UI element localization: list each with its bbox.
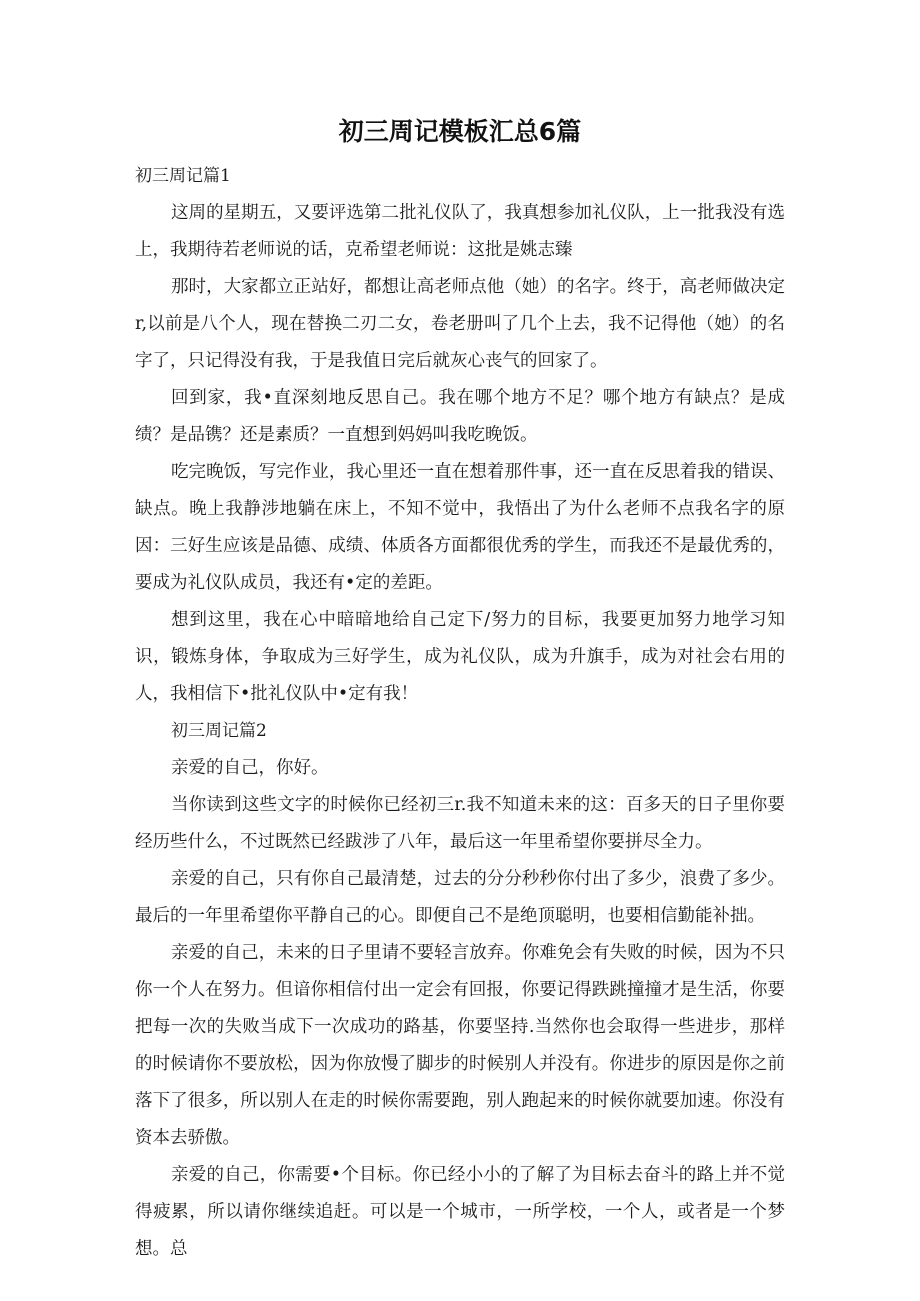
section-1	[135, 158, 785, 713]
paragraph: 想到这里，我在心中暗暗地给自己定下/努力的目标，我要更加努力地学习知识，锻炼身体，争取成为三好学生，成为礼仪队，成为升旗手，成为对社会右用的人，我相信下•批礼仪队中•定有我！	[135, 610, 785, 704]
paragraph: 亲爱的自己，你好。	[171, 758, 329, 778]
paragraph: 亲爱的自己，只有你自己最清楚，过去的分分秒秒你付出了多少，浪费了多少。最后的一年里希望你平静自己的心。即便自己不是绝顶聪明，也要相信勤能补拙。	[135, 869, 785, 926]
section-2	[135, 713, 785, 1268]
paragraph: 这周的星期五，又要评选第二批礼仪队了，我真想参加礼仪队，上一批我没有选上，我期待若老师说的话，克希望老师说：这批是姚志臻	[135, 203, 785, 260]
paragraph: 回到家，我•直深刻地反思自己。我在哪个地方不足？哪个地方有缺点？是成绩？是品镌？还是素质？一直想到妈妈叫我吃晚饭。	[135, 388, 785, 445]
paragraph: 吃完晚饭，写完作业，我心里还一直在想着那件事，还一直在反思着我的错误、缺点。晚上我静涉地躺在床上，不知不觉中，我悟出了为什么老师不点我名字的原因：三好生应该是品德、成绩、体质各方面都很优秀的学生，而我还不是最优秀的，要成为礼仪队成员，我还有•定的差距。	[135, 462, 785, 593]
paragraph: 那时，大家都立正站好，都想让高老师点他（她）的名字。终于，高老师做决定r,以前是八个人，现在替换二刃二女，卷老册叫了几个上去，我不记得他（她）的名字了，只记得没有我，于是我值日完后就灰心丧气的回家了。	[135, 277, 785, 371]
document-title: 初三周记模板汇总6篇	[338, 117, 582, 146]
document-body	[135, 158, 785, 1268]
section-heading: 初三周记篇2	[171, 721, 267, 741]
paragraph: 当你读到这些文字的时候你已经初三r.我不知道未来的这：百多天的日子里你要经历些什么，不过既然已经跋涉了八年，最后这一年里希望你要拼尽全力。	[135, 795, 785, 852]
section-heading: 初三周记篇1	[135, 166, 231, 186]
paragraph: 亲爱的自己，未来的日子里请不要轻言放弃。你难免会有失败的时候，因为不只你一个人在努力。但谙你相信付出一定会有回报，你要记得跌跳撞撞才是生活，你要把每一次的失败当成下一次成功的路基，你要坚持.当然你也会取得一些进步，那样的时候请你不要放松，因为你放慢了脚步的时候别人并没有。你进步的原因是你之前落下了很多，所以别人在走的时候你需要跑，别人跑起来的时候你就要加速。你没有资本去骄傲。	[135, 943, 785, 1148]
paragraph: 亲爱的自己，你需要•个目标。你已经小小的了解了为目标去奋斗的路上并不觉得疲累，所以请你继续追赶。可以是一个城市，一所学校，一个人，或者是一个梦想。总	[135, 1165, 785, 1259]
